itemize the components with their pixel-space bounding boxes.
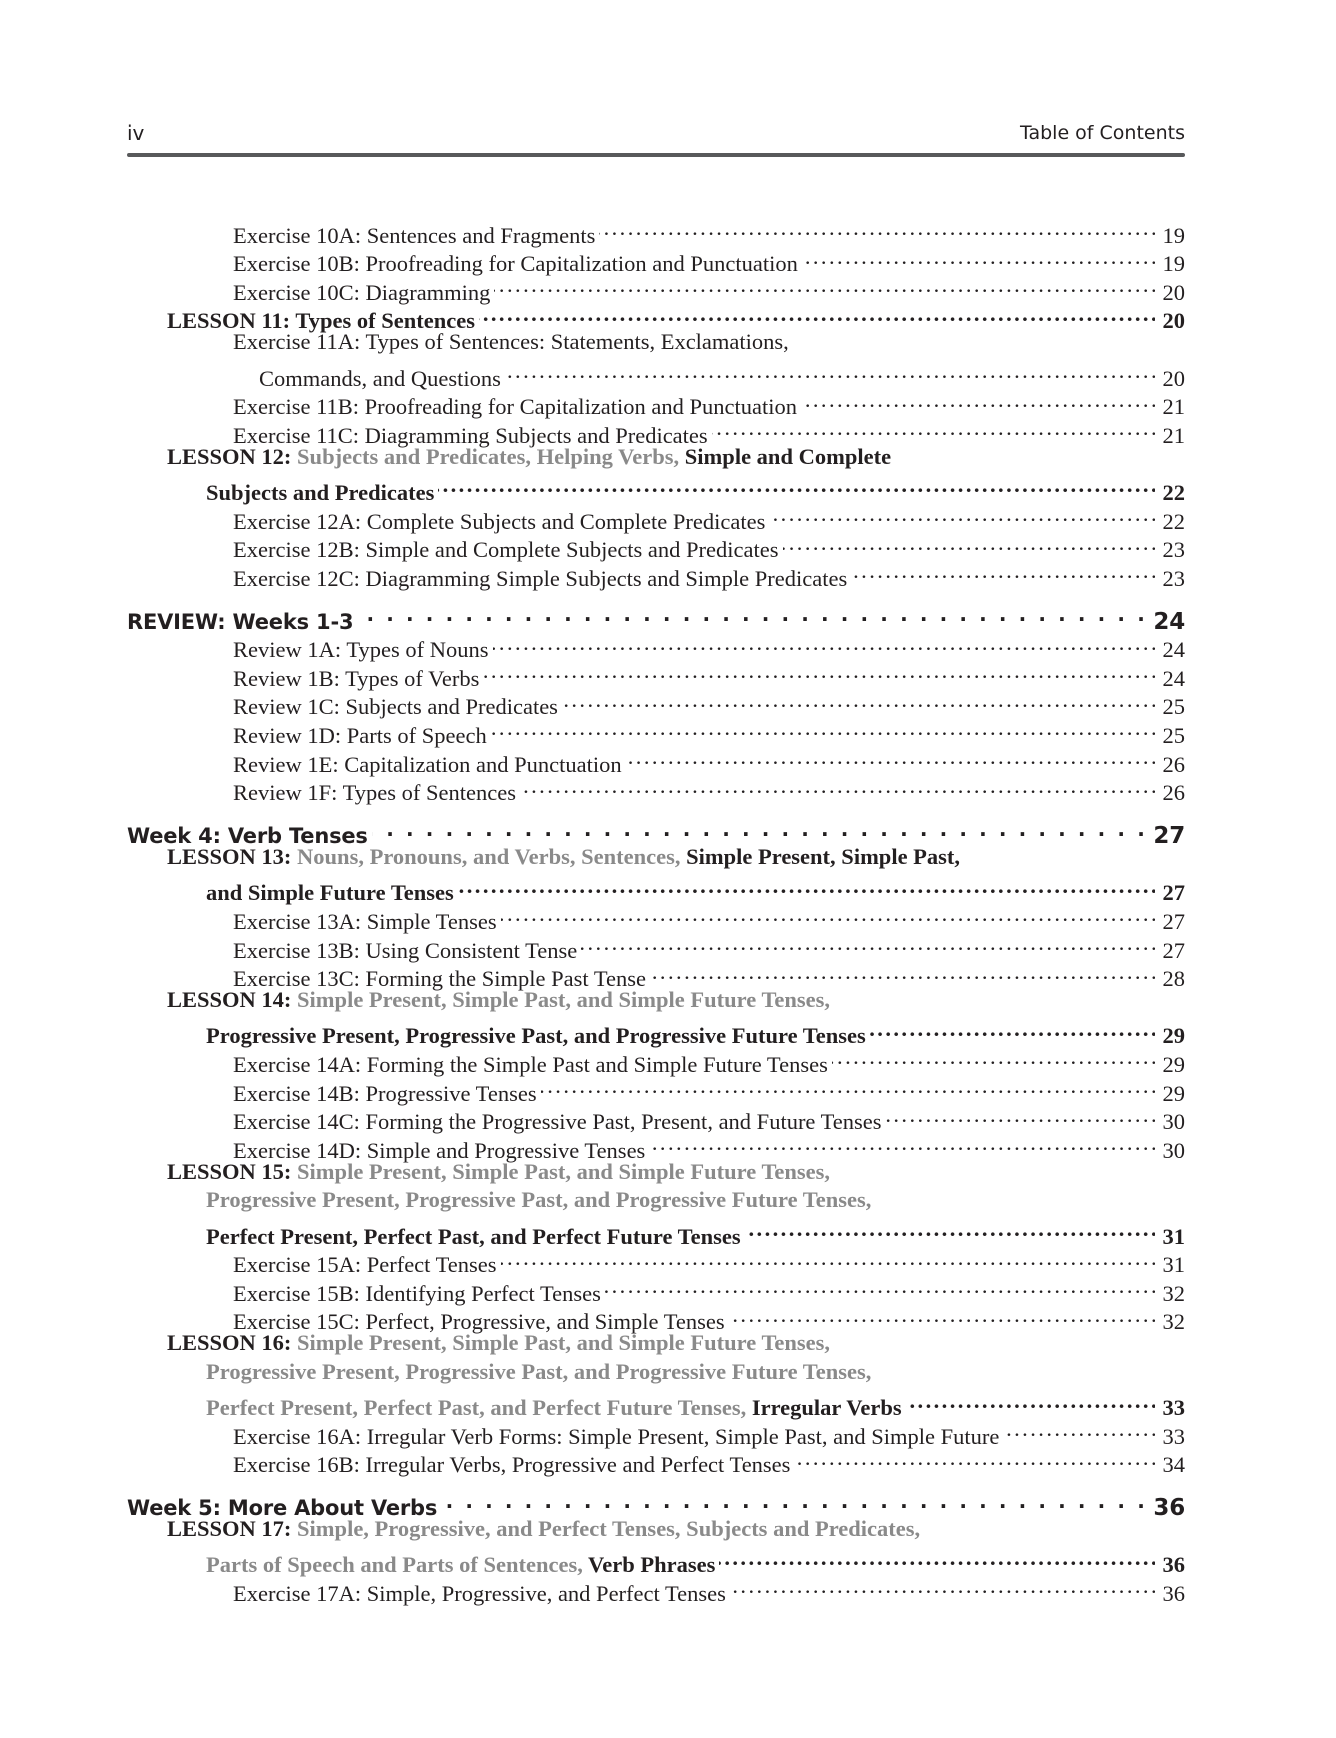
dot-leader bbox=[745, 1215, 1155, 1244]
dot-leader bbox=[832, 1043, 1155, 1072]
entry-text: Week 5: More About Verbs bbox=[127, 1496, 438, 1521]
toc-exercise-entry[interactable] bbox=[127, 214, 1185, 248]
entry-text: Week 4: Verb Tenses bbox=[127, 824, 368, 849]
toc-entry-title bbox=[167, 1329, 830, 1358]
lesson-review-topics: Simple Present, Simple Past, and Simple Future Tenses, bbox=[291, 987, 831, 1013]
entry-text: Exercise 13B: Using Consistent Tense bbox=[233, 937, 578, 963]
toc-exercise-entry[interactable] bbox=[127, 1572, 1185, 1607]
dot-leader bbox=[605, 1272, 1155, 1301]
toc-lesson-entry[interactable] bbox=[127, 986, 1185, 1015]
entry-text: Review 1C: Subjects and Predicates bbox=[233, 694, 558, 720]
toc-entry-title bbox=[206, 1186, 871, 1215]
toc-exercise-entry[interactable] bbox=[127, 1301, 1185, 1335]
page-number: 20 bbox=[1162, 279, 1185, 305]
lesson-review-topics: Simple, Progressive, and Perfect Tenses, Subjects and Predicates, bbox=[291, 1516, 921, 1542]
entry-text: Exercise 10B: Proofreading for Capitalization and Punctuation bbox=[233, 251, 798, 277]
running-head-title: Table of Contents bbox=[1020, 122, 1185, 144]
toc-exercise-entry[interactable] bbox=[127, 328, 1185, 357]
toc-exercise-entry[interactable] bbox=[127, 929, 1185, 963]
dot-leader bbox=[626, 743, 1155, 772]
page-number: 29 bbox=[1162, 1080, 1185, 1106]
dot-leader bbox=[719, 1544, 1155, 1573]
dot-leader bbox=[769, 500, 1155, 529]
page-number: 27 bbox=[1162, 880, 1185, 906]
page-number: 20 bbox=[1162, 308, 1185, 334]
toc-entry-title bbox=[233, 779, 516, 808]
page-number: 22 bbox=[1162, 479, 1185, 505]
dot-leader bbox=[730, 1572, 1155, 1601]
dot-leader bbox=[505, 357, 1155, 386]
toc-exercise-entry[interactable] bbox=[127, 657, 1185, 691]
page-number: 31 bbox=[1162, 1252, 1185, 1278]
lesson-number: LESSON 11: bbox=[167, 308, 291, 334]
dot-leader bbox=[562, 686, 1155, 715]
lesson-review-topics: Simple Present, Simple Past, and Simple Future Tenses, bbox=[291, 1158, 831, 1184]
toc-exercise-entry[interactable] bbox=[127, 271, 1185, 305]
lesson-number: LESSON 13: bbox=[167, 844, 292, 870]
page-number: 36 bbox=[1162, 1552, 1185, 1578]
dot-leader bbox=[649, 1129, 1155, 1158]
dot-leader bbox=[520, 772, 1155, 801]
dot-leader bbox=[372, 815, 1148, 844]
page-number: 19 bbox=[1162, 251, 1185, 277]
dot-leader bbox=[581, 929, 1155, 958]
lesson-review-topics: Parts of Speech and Parts of Sentences, bbox=[206, 1552, 583, 1578]
toc-lesson-entry[interactable] bbox=[127, 443, 1185, 472]
dot-leader bbox=[483, 657, 1155, 686]
toc-exercise-entry[interactable] bbox=[127, 386, 1185, 420]
page-folio: iv bbox=[127, 121, 145, 145]
page-number: 19 bbox=[1162, 222, 1185, 248]
toc-lesson-entry-continued[interactable] bbox=[127, 1015, 1185, 1049]
dot-leader bbox=[870, 1015, 1155, 1044]
lesson-review-topics: Perfect Present, Perfect Past, and Perfect Future Tenses, bbox=[206, 1395, 747, 1421]
entry-text: Exercise 13C: Forming the Simple Past Tense bbox=[233, 966, 646, 992]
toc-entry-title bbox=[206, 1358, 871, 1387]
toc-exercise-entry[interactable] bbox=[127, 529, 1185, 563]
lesson-number: LESSON 16: bbox=[167, 1330, 292, 1356]
toc-exercise-entry[interactable] bbox=[127, 414, 1185, 448]
entry-text: Review 1A: Types of Nouns bbox=[233, 637, 489, 663]
toc-entry-title bbox=[233, 565, 847, 594]
page-number: 23 bbox=[1162, 565, 1185, 591]
entry-text: Review 1D: Parts of Speech bbox=[233, 723, 487, 749]
entry-text: Exercise 14D: Simple and Progressive Tenses bbox=[233, 1137, 646, 1163]
lesson-new-topics: and Simple Future Tenses bbox=[206, 880, 454, 906]
toc-exercise-entry[interactable] bbox=[127, 1072, 1185, 1106]
page-number: 23 bbox=[1162, 537, 1185, 563]
page-number: 29 bbox=[1162, 1023, 1185, 1049]
dot-leader bbox=[1003, 1415, 1155, 1444]
page-number: 27 bbox=[1162, 909, 1185, 935]
toc-exercise-entry-continued[interactable] bbox=[127, 357, 1185, 391]
entry-text: Exercise 15A: Perfect Tenses bbox=[233, 1252, 497, 1278]
toc-exercise-entry[interactable] bbox=[127, 629, 1185, 663]
lesson-new-topics: Simple Present, Simple Past, bbox=[680, 844, 961, 870]
entry-text: Exercise 17A: Simple, Progressive, and Perfect Tenses bbox=[233, 1581, 726, 1607]
page-number: 30 bbox=[1162, 1137, 1185, 1163]
page-number: 24 bbox=[1162, 665, 1185, 691]
dot-leader bbox=[650, 958, 1155, 987]
entry-text: REVIEW: Weeks 1-3 bbox=[127, 609, 354, 634]
page-number: 20 bbox=[1162, 365, 1185, 391]
toc-exercise-entry[interactable] bbox=[127, 743, 1185, 777]
toc-exercise-entry[interactable] bbox=[127, 1043, 1185, 1077]
page-number: 21 bbox=[1162, 394, 1185, 420]
toc-exercise-entry[interactable] bbox=[127, 1415, 1185, 1449]
toc-entry-title bbox=[233, 1580, 726, 1609]
toc-section-heading[interactable] bbox=[127, 1487, 1185, 1522]
dot-leader bbox=[541, 1072, 1155, 1101]
lesson-new-topics: Types of Sentences bbox=[290, 308, 475, 334]
dot-leader bbox=[802, 243, 1155, 272]
dot-leader bbox=[729, 1301, 1155, 1330]
toc-entry-title bbox=[167, 1515, 920, 1544]
toc-exercise-entry[interactable] bbox=[127, 958, 1185, 992]
entry-text: Commands, and Questions bbox=[259, 365, 501, 391]
dot-leader bbox=[801, 386, 1155, 415]
lesson-number: LESSON 12: bbox=[167, 443, 292, 469]
dot-leader bbox=[438, 471, 1155, 500]
dot-leader bbox=[479, 300, 1155, 329]
page-number: 29 bbox=[1162, 1052, 1185, 1077]
page-number: 25 bbox=[1162, 694, 1185, 720]
dot-leader bbox=[794, 1444, 1155, 1473]
toc-exercise-entry[interactable] bbox=[127, 714, 1185, 749]
entry-text: Exercise 14A: Forming the Simple Past and Simple Future Tenses bbox=[233, 1052, 828, 1077]
page-number: 32 bbox=[1162, 1280, 1185, 1306]
entry-text: Exercise 14B: Progressive Tenses bbox=[233, 1080, 537, 1106]
dot-leader bbox=[357, 600, 1147, 629]
dot-leader bbox=[599, 214, 1155, 243]
entry-text: Exercise 11C: Diagramming Subjects and Predicates bbox=[233, 422, 708, 448]
lesson-review-topics: Progressive Present, Progressive Past, and Progressive Future Tenses, bbox=[206, 1358, 872, 1384]
entry-text: Exercise 13A: Simple Tenses bbox=[233, 909, 497, 935]
toc-entry-title bbox=[233, 1451, 790, 1480]
toc-lesson-entry[interactable] bbox=[127, 300, 1185, 334]
toc-exercise-entry[interactable] bbox=[127, 1101, 1185, 1135]
entry-text: Exercise 12C: Diagramming Simple Subjects and Simple Predicates bbox=[233, 565, 848, 591]
page-number: 28 bbox=[1162, 966, 1185, 992]
toc-exercise-entry[interactable] bbox=[127, 500, 1185, 534]
entry-text: Exercise 16B: Irregular Verbs, Progressive and Perfect Tenses bbox=[233, 1452, 791, 1478]
lesson-new-topics: Simple and Complete bbox=[679, 443, 892, 469]
lesson-review-topics: Nouns, Pronouns, and Verbs, Sentences, bbox=[291, 844, 681, 870]
table-of-contents bbox=[127, 214, 1185, 1607]
dot-leader bbox=[501, 900, 1155, 929]
lesson-new-topics: Subjects and Predicates bbox=[206, 479, 435, 505]
toc-exercise-entry[interactable] bbox=[127, 243, 1185, 277]
toc-exercise-entry[interactable] bbox=[127, 1129, 1185, 1163]
dot-leader bbox=[493, 629, 1156, 658]
page-number: 21 bbox=[1162, 422, 1185, 448]
entry-text: Exercise 16A: Irregular Verb Forms: Simple Present, Simple Past, and Simple Future bbox=[233, 1423, 1000, 1449]
page-number: 26 bbox=[1162, 780, 1185, 806]
toc-lesson-entry-continued[interactable] bbox=[127, 1186, 1185, 1215]
toc-entry-title bbox=[167, 443, 891, 472]
toc-entry-title bbox=[167, 843, 960, 872]
lesson-review-topics: Progressive Present, Progressive Past, and Progressive Future Tenses, bbox=[206, 1187, 872, 1213]
entry-text: Exercise 12A: Complete Subjects and Complete Predicates bbox=[233, 508, 766, 534]
toc-lesson-entry-continued[interactable] bbox=[127, 1215, 1185, 1249]
lesson-review-topics: Subjects and Predicates, Helping Verbs, bbox=[291, 443, 680, 469]
lesson-new-topics: Irregular Verbs bbox=[746, 1395, 902, 1421]
entry-text: Exercise 15B: Identifying Perfect Tenses bbox=[233, 1280, 601, 1306]
page-number: 27 bbox=[1153, 823, 1185, 850]
page-number: 32 bbox=[1162, 1309, 1185, 1335]
toc-section-heading[interactable] bbox=[127, 815, 1185, 850]
entry-text: Review 1F: Types of Sentences bbox=[233, 780, 516, 806]
page-number: 27 bbox=[1162, 937, 1185, 963]
dot-leader bbox=[783, 529, 1155, 558]
toc-lesson-entry[interactable] bbox=[127, 843, 1185, 872]
entry-text: Exercise 11A: Types of Sentences: Statements, Exclamations, bbox=[233, 329, 789, 355]
toc-lesson-entry-continued[interactable] bbox=[127, 1387, 1185, 1421]
dot-leader bbox=[886, 1101, 1155, 1130]
toc-lesson-entry[interactable] bbox=[127, 1329, 1185, 1358]
page-number: 33 bbox=[1162, 1423, 1185, 1449]
lesson-new-topics: Progressive Present, Progressive Past, and Progressive Future Tenses bbox=[206, 1023, 866, 1049]
toc-exercise-entry[interactable] bbox=[127, 557, 1185, 591]
lesson-new-topics: Perfect Present, Perfect Past, and Perfect Future Tenses bbox=[206, 1223, 741, 1249]
page-number: 30 bbox=[1162, 1109, 1185, 1135]
lesson-number: LESSON 17: bbox=[167, 1516, 292, 1542]
entry-text: Review 1B: Types of Verbs bbox=[233, 665, 480, 691]
toc-lesson-entry-continued[interactable] bbox=[127, 471, 1185, 505]
toc-lesson-entry[interactable] bbox=[127, 1158, 1185, 1187]
dot-leader bbox=[491, 714, 1155, 743]
dot-leader bbox=[494, 271, 1155, 300]
lesson-number: LESSON 14: bbox=[167, 987, 292, 1013]
running-head bbox=[127, 118, 1185, 148]
lesson-new-topics: Verb Phrases bbox=[582, 1552, 716, 1578]
dot-leader bbox=[458, 872, 1155, 901]
page-number: 31 bbox=[1162, 1223, 1185, 1249]
toc-exercise-entry[interactable] bbox=[127, 900, 1185, 935]
lesson-number: LESSON 15: bbox=[167, 1158, 292, 1184]
toc-exercise-entry[interactable] bbox=[127, 1244, 1185, 1278]
entry-text: Exercise 15C: Perfect, Progressive, and Simple Tenses bbox=[233, 1309, 725, 1335]
toc-exercise-entry[interactable] bbox=[127, 1444, 1185, 1478]
page-number: 24 bbox=[1153, 608, 1185, 635]
toc-entry-title bbox=[167, 986, 830, 1015]
toc-exercise-entry[interactable] bbox=[127, 686, 1185, 720]
dot-leader bbox=[906, 1387, 1155, 1416]
toc-lesson-entry-continued[interactable] bbox=[127, 1544, 1185, 1578]
page-number: 33 bbox=[1162, 1395, 1185, 1421]
header-rule bbox=[127, 153, 1185, 157]
dot-leader bbox=[501, 1244, 1155, 1273]
toc-section-heading[interactable] bbox=[127, 600, 1185, 635]
dot-leader bbox=[712, 414, 1155, 443]
toc-entry-title bbox=[233, 328, 789, 357]
page-number: 24 bbox=[1162, 637, 1185, 663]
entry-text: Exercise 12B: Simple and Complete Subjects and Predicates bbox=[233, 537, 779, 563]
dot-leader bbox=[441, 1487, 1147, 1516]
toc-lesson-entry-continued[interactable] bbox=[127, 872, 1185, 906]
toc-exercise-entry[interactable] bbox=[127, 772, 1185, 806]
page-number: 26 bbox=[1162, 751, 1185, 777]
lesson-review-topics: Simple Present, Simple Past, and Simple Future Tenses, bbox=[291, 1330, 831, 1356]
entry-text: Exercise 14C: Forming the Progressive Past, Present, and Future Tenses bbox=[233, 1109, 882, 1135]
toc-entry-title bbox=[167, 1158, 830, 1187]
toc-lesson-entry-continued[interactable] bbox=[127, 1358, 1185, 1387]
entry-text: Exercise 11B: Proofreading for Capitalization and Punctuation bbox=[233, 394, 798, 420]
toc-lesson-entry[interactable] bbox=[127, 1515, 1185, 1544]
entry-text: Exercise 10C: Diagramming bbox=[233, 279, 491, 305]
page-number: 34 bbox=[1162, 1452, 1185, 1478]
page-number: 22 bbox=[1162, 508, 1185, 534]
page-number: 25 bbox=[1162, 723, 1185, 749]
page-number: 36 bbox=[1162, 1581, 1185, 1607]
toc-exercise-entry[interactable] bbox=[127, 1272, 1185, 1306]
dot-leader bbox=[851, 557, 1155, 586]
page-number: 36 bbox=[1153, 1495, 1185, 1522]
entry-text: Exercise 10A: Sentences and Fragments bbox=[233, 222, 596, 248]
entry-text: Review 1E: Capitalization and Punctuation bbox=[233, 751, 622, 777]
